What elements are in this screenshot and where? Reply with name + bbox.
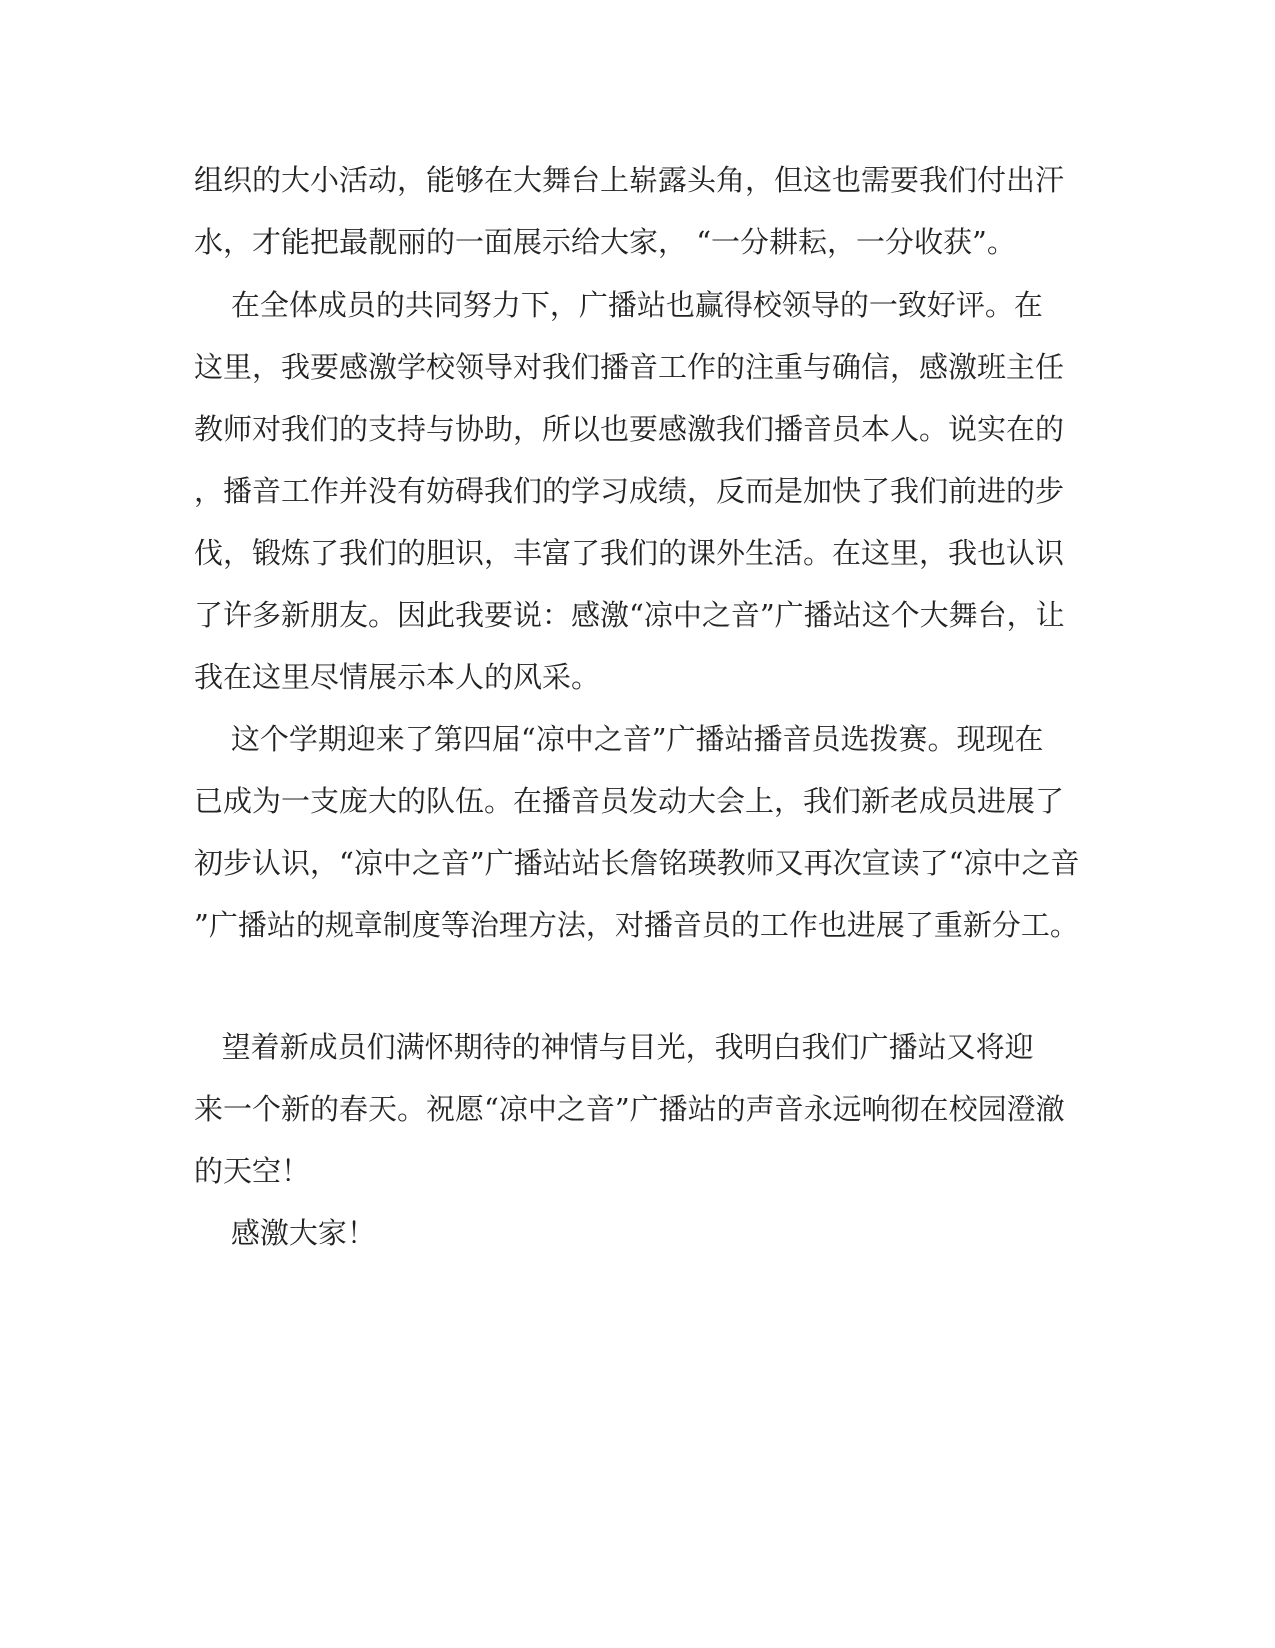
text-line: 我在这里尽情展示本人的风采。 xyxy=(194,660,601,694)
text-line: 的天空！ xyxy=(194,1154,311,1188)
text-line: 已成为一支庞大的队伍。在播音员发动大会上，我们新老成员进展了 xyxy=(194,784,1065,818)
text-line: 组织的大小活动，能够在大舞台上崭露头角，但这也需要我们付出汗 xyxy=(194,163,1065,197)
text-line: 水，才能把最靓丽的一面展示给大家， “一分耕耘，一分收获”。 xyxy=(194,225,1016,259)
text-line: ，播音工作并没有妨碍我们的学习成绩，反而是加快了我们前进的步 xyxy=(194,474,1065,508)
text-line: 望着新成员们满怀期待的神情与目光，我明白我们广播站又将迎 xyxy=(194,1030,1034,1064)
text-line: 来一个新的春天。祝愿“凉中之音”广播站的声音永远响彻在校园澄澈 xyxy=(194,1092,1065,1126)
text-line: 伐，锻炼了我们的胆识，丰富了我们的课外生活。在这里，我也认识 xyxy=(194,536,1065,570)
text-line: 教师对我们的支持与协助，所以也要感激我们播音员本人。说实在的 xyxy=(194,412,1065,446)
text-line: 初步认识，“凉中之音”广播站站长詹铭瑛教师又再次宣读了“凉中之音 xyxy=(194,846,1080,880)
text-line: ”广播站的规章制度等治理方法，对播音员的工作也进展了重新分工。 xyxy=(194,908,1079,942)
text-line: 这里，我要感激学校领导对我们播音工作的注重与确信，感激班主任 xyxy=(194,350,1065,384)
text-line: 感激大家！ xyxy=(194,1216,376,1250)
text-line: 了许多新朋友。因此我要说：感激“凉中之音”广播站这个大舞台，让 xyxy=(194,598,1065,632)
text-line: 在全体成员的共同努力下，广播站也赢得校领导的一致好评。在 xyxy=(194,288,1043,322)
text-line: 这个学期迎来了第四届“凉中之音”广播站播音员选拨赛。现现在 xyxy=(194,722,1044,756)
